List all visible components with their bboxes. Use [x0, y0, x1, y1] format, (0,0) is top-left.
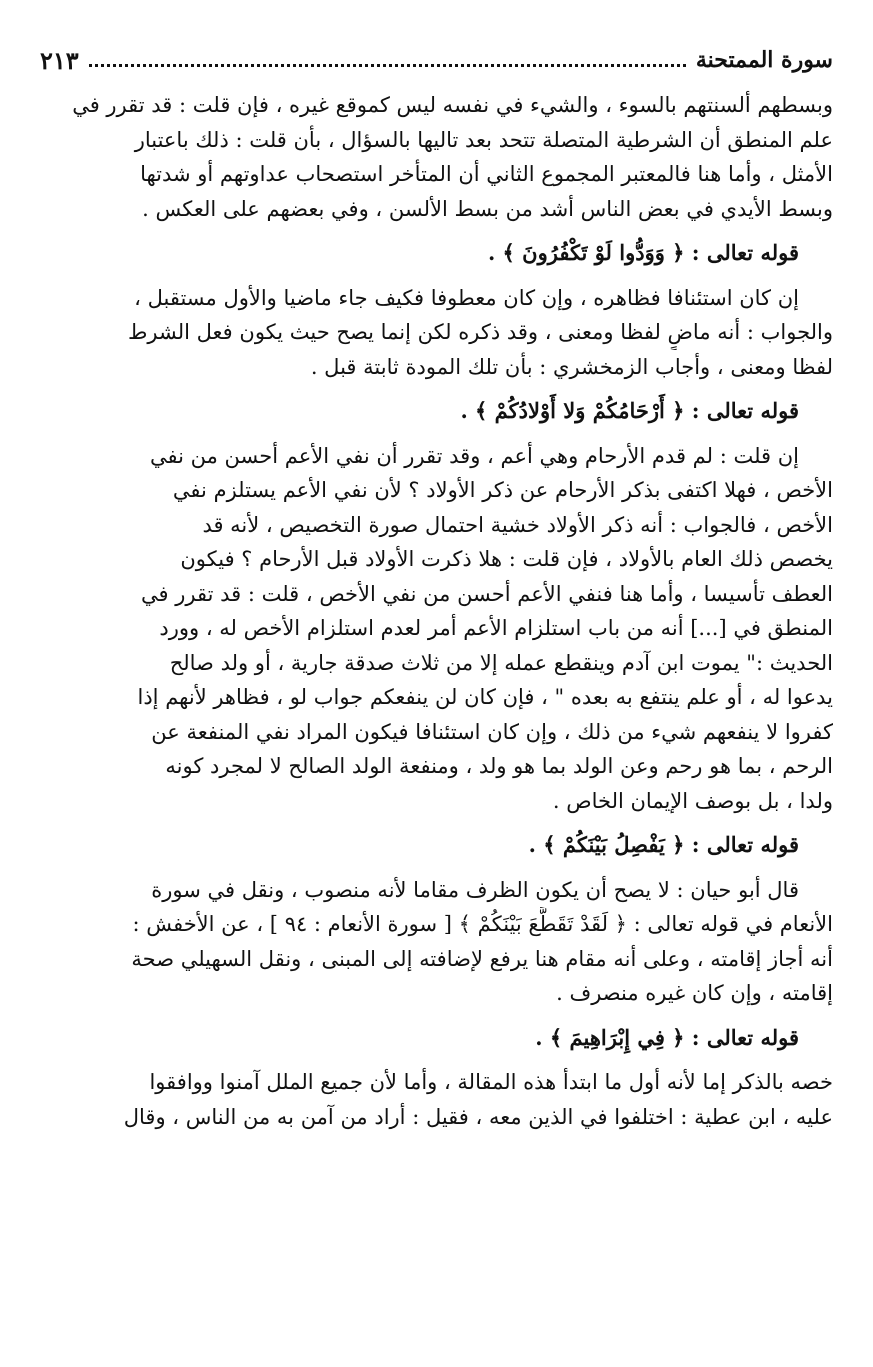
- text-line: عليه ، ابن عطية : اختلفوا في الذين معه ، فقيل : أراد من آمن به من الناس ، وقال: [123, 1104, 833, 1129]
- text-line: والجواب : أنه ماضٍ لفظا ومعنى ، وقد ذكره لكن إنما يصح حيث يكون فعل الشرط: [128, 320, 833, 344]
- text-line: لفظا ومعنى ، وأجاب الزمخشري : بأن تلك المودة ثابتة قبل .: [310, 354, 833, 379]
- text-line: الأخص ، فهلا اكتفى بذكر الأرحام عن ذكر الأولاد ؟ لأن نفي الأعم يستلزم نفي: [172, 478, 833, 502]
- text-line: الأخص ، فالجواب : أنه ذكر الأولاد خشية احتمال صورة التخصيص ، لأنه قد: [202, 512, 833, 537]
- surah-title: سورة الممتحنة: [695, 47, 833, 73]
- verse-heading: قوله تعالى : ﴿ وَوَدُّوا لَوْ تَكْفُرُونَ ﴾ .: [487, 240, 799, 265]
- text-line: وبسطهم ألسنتهم بالسوء ، والشيء في نفسه ليس كموقع غيره ، فإن قلت : قد تقرر في: [72, 93, 833, 117]
- text-line: المنطق في [...] أنه من باب استلزام الأعم أمر لعدم استلزام الأخص له ، وورد: [159, 616, 833, 640]
- text-line: الحديث :" يموت ابن آدم وينقطع عمله إلا من ثلاث صدقة جارية ، أو ولد صالح: [169, 650, 833, 675]
- commentary-paragraph: [40, 1065, 833, 1134]
- commentary-paragraph: [40, 873, 833, 1011]
- text-line: كفروا لا ينفعهم شيء من ذلك ، وإن كان استئنافا فيكون المراد نفي المنفعة عن: [151, 719, 833, 744]
- text-line: يدعوا له ، أو علم ينتفع به بعده " ، فإن كان لن ينفعكم جواب لو ، فظاهر لأنهم إذا: [137, 685, 833, 709]
- commentary-paragraph: [40, 88, 833, 226]
- text-line: خصه بالذكر إما لأنه أول ما ابتدأ هذه المقالة ، وأما لأن جميع الملل آمنوا ووافقوا: [149, 1070, 833, 1094]
- text-line: إن قلت : لم قدم الأرحام وهي أعم ، وقد تقرر أن نفي الأعم أحسن من نفي: [149, 443, 799, 468]
- commentary-paragraph: [40, 281, 833, 385]
- header-dotted-leader: [89, 64, 686, 67]
- running-header: [40, 38, 833, 82]
- text-line: أنه أجاز إقامته ، وعلى أنه مقام هنا يرفع لإضافته إلى المبنى ، ونقل السهيلي صحة: [131, 946, 833, 971]
- page-number: ٢١٣: [40, 45, 79, 75]
- text-line: يخصص ذلك العام بالأولاد ، فإن قلت : هلا ذكرت الأولاد قبل الأرحام ؟ فيكون: [180, 547, 833, 571]
- text-line: الأنعام في قوله تعالى : ﴿ لَقَدْ تَقَطَّعَ بَيْنَكُمْ ﴾ [ سورة الأنعام : ٩٤ ] ، عن الأخفش :: [132, 912, 833, 936]
- text-line: الأمثل ، وأما هنا فالمعتبر المجموع الثاني أن المتأخر استصحاب عداوتهم أو شدتها: [140, 162, 833, 186]
- text-line: علم المنطق أن الشرطية المتصلة تتحد بعد تاليها بالسؤال ، بأن قلت : ذلك باعتبار: [134, 127, 833, 152]
- verse-heading: قوله تعالى : ﴿ أَرْحَامُكُمْ وَلا أَوْلادُكُمْ ﴾ .: [460, 398, 799, 423]
- text-line: إقامته ، وإن كان غيره منصرف .: [556, 981, 833, 1005]
- text-line: العطف تأسيسا ، وأما هنا فنفي الأعم أحسن من نفي الأخص ، قلت : قد تقرر في: [141, 581, 833, 606]
- page-body: [40, 88, 833, 1134]
- verse-heading: قوله تعالى : ﴿ يَفْصِلُ بَيْنَكُمْ ﴾ .: [528, 832, 799, 857]
- text-line: الرحم ، بما هو رحم وعن الولد بما هو ولد ، ومنفعة الولد الصالح لا لمجرد كونه: [165, 754, 833, 778]
- page: [40, 38, 833, 1134]
- commentary-paragraph: [40, 439, 833, 819]
- verse-heading: قوله تعالى : ﴿ فِي إِبْرَاهِيمَ ﴾ .: [535, 1024, 799, 1050]
- text-line: إن كان استئنافا فظاهره ، وإن كان معطوفا فكيف جاء ماضيا والأول مستقبل ،: [134, 285, 799, 310]
- text-line: قال أبو حيان : لا يصح أن يكون الظرف مقاما لأنه منصوب ، ونقل في سورة: [151, 877, 799, 902]
- text-line: وبسط الأيدي في بعض الناس أشد من بسط الألسن ، وفي بعضهم على العكس .: [142, 196, 833, 221]
- text-line: ولدا ، بل بوصف الإيمان الخاص .: [552, 788, 833, 813]
